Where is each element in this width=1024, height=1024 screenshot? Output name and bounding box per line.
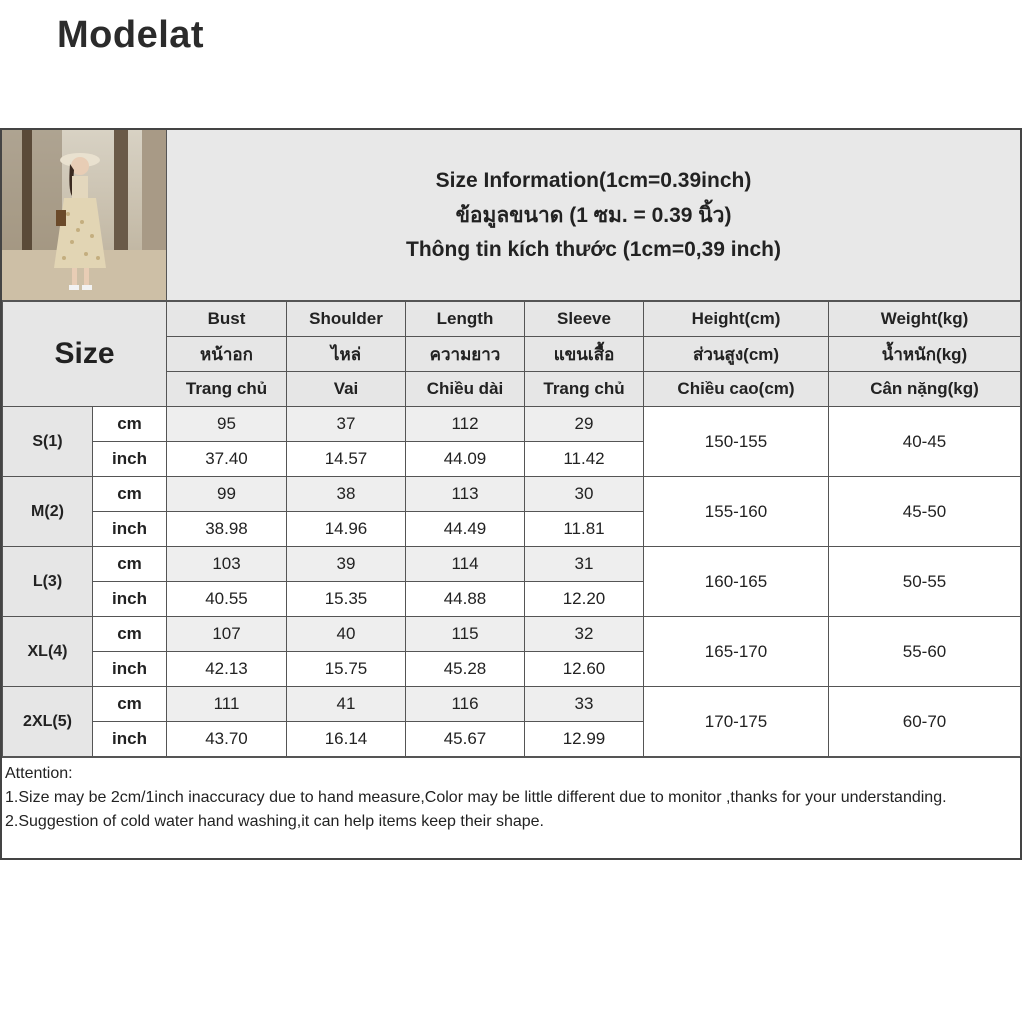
measurement-cell: 32 (525, 617, 644, 652)
measurement-cell: 40 (287, 617, 406, 652)
measurement-cell: 41 (287, 687, 406, 722)
weight-range: 50-55 (829, 547, 1021, 617)
measurement-cell: 115 (406, 617, 525, 652)
unit-label: inch (93, 722, 167, 757)
attention-note-1: 1.Size may be 2cm/1inch inaccuracy due to hand measure,Color may be little different due to monitor ,thanks for your understanding. (5, 789, 947, 806)
measurement-cell: 39 (287, 547, 406, 582)
header-weight: Weight(kg) (829, 302, 1021, 337)
measurement-cell: 42.13 (167, 652, 287, 687)
height-range: 170-175 (644, 687, 829, 757)
measurement-cell: 43.70 (167, 722, 287, 757)
measurement-cell: 14.57 (287, 442, 406, 477)
size-name: L(3) (3, 547, 93, 617)
measurement-cell: 12.99 (525, 722, 644, 757)
size-name: S(1) (3, 407, 93, 477)
measurement-cell: 95 (167, 407, 287, 442)
size-name: XL(4) (3, 617, 93, 687)
measurement-cell: 38.98 (167, 512, 287, 547)
measurement-cell: 45.67 (406, 722, 525, 757)
size-information (167, 130, 1020, 300)
measurement-cell: 114 (406, 547, 525, 582)
measurement-cell: 16.14 (287, 722, 406, 757)
header-row-en (3, 302, 1021, 337)
header-shoulder-th: ไหล่ (287, 337, 406, 372)
header-bust-vi: Trang chủ (167, 372, 287, 407)
header-length-vi: Chiều dài (406, 372, 525, 407)
measurement-cell: 111 (167, 687, 287, 722)
measurement-cell: 37 (287, 407, 406, 442)
measurement-cell: 40.55 (167, 582, 287, 617)
header-length: Length (406, 302, 525, 337)
header-bust: Bust (167, 302, 287, 337)
header-height-th: ส่วนสูง(cm) (644, 337, 829, 372)
model-photo (2, 130, 167, 300)
info-line-en: Size Information(1cm=0.39inch) (435, 168, 752, 192)
weight-range: 40-45 (829, 407, 1021, 477)
attention-note-2: 2.Suggestion of cold water hand washing,it can help items keep their shape. (5, 813, 544, 830)
measurement-cell: 14.96 (287, 512, 406, 547)
measurement-cell: 38 (287, 477, 406, 512)
header-sleeve-th: แขนเสื้อ (525, 337, 644, 372)
measurement-cell: 103 (167, 547, 287, 582)
unit-label: cm (93, 477, 167, 512)
measurement-cell: 33 (525, 687, 644, 722)
attention-notes (2, 757, 1020, 858)
measurement-cell: 44.09 (406, 442, 525, 477)
measurement-cell: 31 (525, 547, 644, 582)
size-rows (3, 407, 1021, 757)
measurement-cell: 113 (406, 477, 525, 512)
header-shoulder: Shoulder (287, 302, 406, 337)
measurement-cell: 29 (525, 407, 644, 442)
unit-label: cm (93, 407, 167, 442)
info-line-th: ข้อมูลขนาด (1 ซม. = 0.39 นิ้ว) (455, 203, 732, 227)
unit-label: inch (93, 442, 167, 477)
unit-label: cm (93, 547, 167, 582)
weight-range: 60-70 (829, 687, 1021, 757)
measurement-cell: 107 (167, 617, 287, 652)
size-chart (0, 128, 1022, 860)
table-row (3, 477, 1021, 512)
unit-label: cm (93, 617, 167, 652)
measurement-cell: 30 (525, 477, 644, 512)
measurement-cell: 11.42 (525, 442, 644, 477)
measurement-cell: 12.60 (525, 652, 644, 687)
measurement-cell: 15.35 (287, 582, 406, 617)
weight-range: 45-50 (829, 477, 1021, 547)
unit-label: cm (93, 687, 167, 722)
measurement-cell: 45.28 (406, 652, 525, 687)
attention-title: Attention: (5, 765, 73, 782)
unit-label: inch (93, 512, 167, 547)
header-weight-th: น้ำหนัก(kg) (829, 337, 1021, 372)
height-range: 160-165 (644, 547, 829, 617)
info-line-vi: Thông tin kích thước (1cm=0,39 inch) (406, 237, 781, 261)
size-table (2, 301, 1021, 757)
header-height-vi: Chiều cao(cm) (644, 372, 829, 407)
table-row (3, 547, 1021, 582)
header-height: Height(cm) (644, 302, 829, 337)
measurement-cell: 37.40 (167, 442, 287, 477)
height-range: 150-155 (644, 407, 829, 477)
measurement-cell: 99 (167, 477, 287, 512)
chart-header (2, 130, 1020, 301)
measurement-cell: 44.49 (406, 512, 525, 547)
header-bust-th: หน้าอก (167, 337, 287, 372)
weight-range: 55-60 (829, 617, 1021, 687)
table-row (3, 617, 1021, 652)
brand-title: Modelat (57, 14, 205, 56)
height-range: 155-160 (644, 477, 829, 547)
header-sleeve: Sleeve (525, 302, 644, 337)
size-name: M(2) (3, 477, 93, 547)
unit-label: inch (93, 582, 167, 617)
header-sleeve-vi: Trang chủ (525, 372, 644, 407)
table-row (3, 407, 1021, 442)
header-shoulder-vi: Vai (287, 372, 406, 407)
measurement-cell: 11.81 (525, 512, 644, 547)
measurement-cell: 112 (406, 407, 525, 442)
measurement-cell: 44.88 (406, 582, 525, 617)
table-row (3, 687, 1021, 722)
size-name: 2XL(5) (3, 687, 93, 757)
unit-label: inch (93, 652, 167, 687)
header-length-th: ความยาว (406, 337, 525, 372)
measurement-cell: 116 (406, 687, 525, 722)
size-header: Size (3, 302, 167, 407)
measurement-cell: 15.75 (287, 652, 406, 687)
header-weight-vi: Cân nặng(kg) (829, 372, 1021, 407)
height-range: 165-170 (644, 617, 829, 687)
measurement-cell: 12.20 (525, 582, 644, 617)
